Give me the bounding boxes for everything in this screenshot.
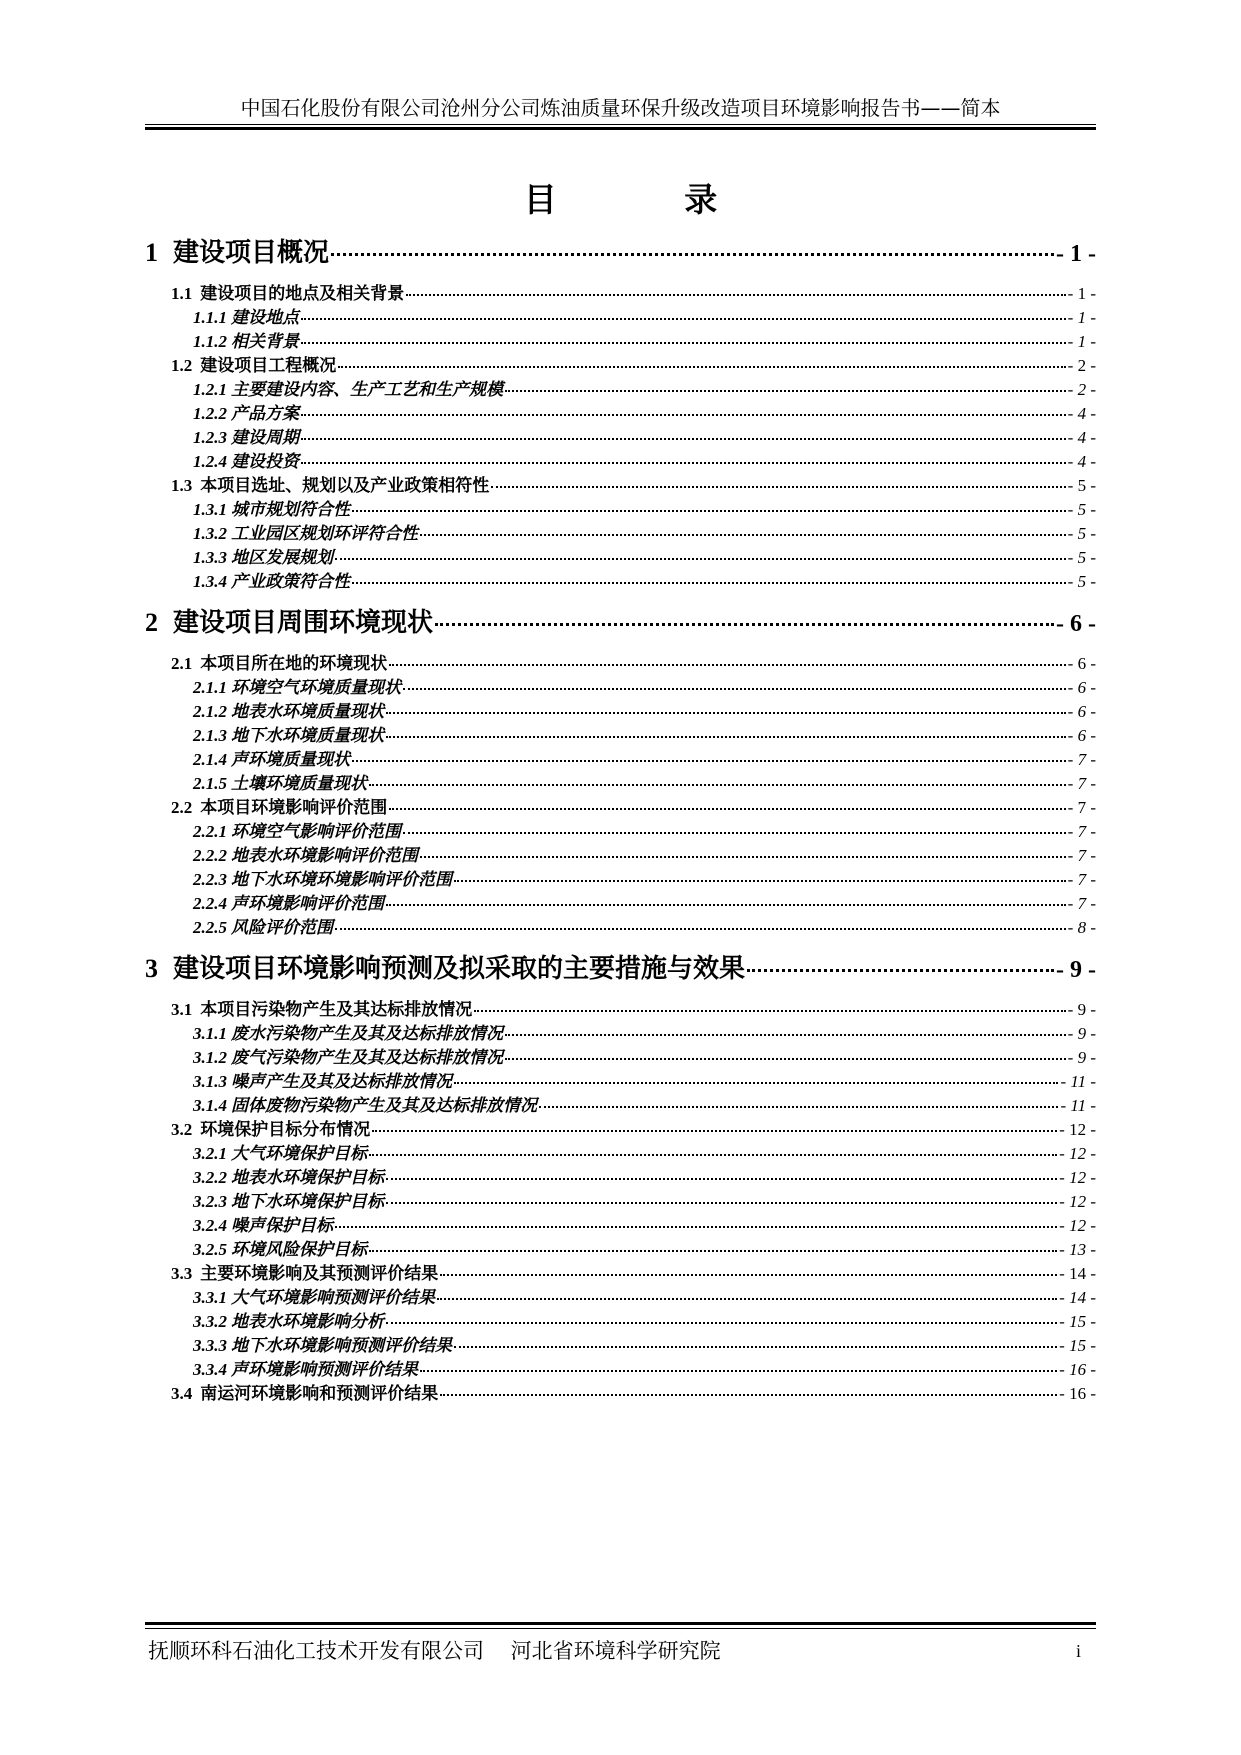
toc-entry-label: 建设项目的地点及相关背景 bbox=[200, 284, 405, 304]
toc-entry-label: 城市规划符合性 bbox=[231, 500, 350, 520]
footer-divider bbox=[145, 1628, 1096, 1629]
toc-dot-leader bbox=[386, 736, 1066, 738]
toc-dot-leader bbox=[386, 1202, 1057, 1204]
toc-entry-number: 2.1.1 bbox=[193, 678, 227, 697]
toc-dot-leader bbox=[301, 342, 1066, 344]
toc-entry-page: - 12 - bbox=[1059, 1120, 1096, 1139]
toc-dot-leader bbox=[352, 510, 1066, 512]
toc-entry-number: 1.3.2 bbox=[193, 524, 227, 543]
toc-entry-page: - 4 - bbox=[1067, 404, 1096, 423]
toc-entry-page: - 6 - bbox=[1067, 726, 1096, 745]
toc-entry-level-3[interactable] bbox=[145, 1043, 1096, 1068]
document-header: 中国石化股份有限公司沧州分公司炼油质量环保升级改造项目环境影响报告书——简本 bbox=[240, 96, 1001, 120]
toc-entry-label: 固体废物污染物产生及其及达标排放情况 bbox=[231, 1096, 537, 1116]
toc-entry-page: - 14 - bbox=[1059, 1288, 1096, 1307]
toc-entry-page: - 4 - bbox=[1067, 428, 1096, 447]
toc-entry-page: - 7 - bbox=[1067, 894, 1096, 913]
toc-entry-label: 噪声产生及其及达标排放情况 bbox=[231, 1072, 452, 1092]
toc-entry-level-2[interactable] bbox=[145, 995, 1096, 1020]
toc-dot-leader bbox=[406, 294, 1065, 296]
toc-entry-page: - 12 - bbox=[1059, 1192, 1096, 1211]
toc-entry-number: 2.2.3 bbox=[193, 870, 227, 889]
toc-dot-leader bbox=[386, 1178, 1057, 1180]
toc-entry-level-3[interactable] bbox=[145, 1211, 1096, 1236]
toc-entry-number: 1.2.3 bbox=[193, 428, 227, 447]
toc-entry-level-3[interactable] bbox=[145, 817, 1096, 842]
toc-dot-leader bbox=[369, 1154, 1057, 1156]
toc-entry-number: 3.2 bbox=[171, 1120, 193, 1139]
toc-entry-number: 3.3 bbox=[171, 1264, 193, 1283]
toc-entry-level-3[interactable] bbox=[145, 1331, 1096, 1356]
toc-entry-level-3[interactable] bbox=[145, 1235, 1096, 1260]
toc-entry-page: - 5 - bbox=[1067, 500, 1096, 519]
toc-entry-label: 本项目环境影响评价范围 bbox=[200, 798, 388, 818]
toc-dot-leader bbox=[440, 1274, 1057, 1276]
toc-entry-page: - 16 - bbox=[1059, 1384, 1096, 1403]
toc-dot-leader bbox=[386, 1322, 1057, 1324]
toc-entry-level-3[interactable] bbox=[145, 841, 1096, 866]
toc-entry-level-1[interactable] bbox=[145, 948, 1096, 985]
toc-entry-label: 本项目所在地的环境现状 bbox=[200, 654, 388, 674]
toc-dot-leader bbox=[369, 784, 1066, 786]
toc-entry-number: 3.2.4 bbox=[193, 1216, 227, 1235]
toc-dot-leader bbox=[372, 1130, 1057, 1132]
toc-entry-level-3[interactable] bbox=[145, 327, 1096, 352]
toc-entry-label: 声环境影响评价范围 bbox=[231, 894, 384, 914]
toc-entry-level-3[interactable] bbox=[145, 567, 1096, 592]
toc-entry-label: 地下水环境质量现状 bbox=[231, 726, 384, 746]
toc-entry-page: - 11 - bbox=[1060, 1096, 1096, 1115]
toc-entry-number: 3 bbox=[145, 954, 158, 983]
toc-entry-number: 1.1.2 bbox=[193, 332, 227, 351]
toc-dot-leader bbox=[505, 1034, 1066, 1036]
toc-dot-leader bbox=[437, 1298, 1057, 1300]
toc-entry-label: 建设项目周围环境现状 bbox=[173, 608, 434, 638]
toc-entry-number: 2 bbox=[145, 608, 158, 637]
toc-entry-number: 3.1.3 bbox=[193, 1072, 227, 1091]
toc-entry-page: - 15 - bbox=[1059, 1336, 1096, 1355]
toc-entry-number: 3.2.5 bbox=[193, 1240, 227, 1259]
toc-entry-level-3[interactable] bbox=[145, 1019, 1096, 1044]
toc-entry-level-3[interactable] bbox=[145, 1091, 1096, 1116]
toc-entry-number: 3.3.3 bbox=[193, 1336, 227, 1355]
toc-entry-level-3[interactable] bbox=[145, 543, 1096, 568]
toc-entry-level-3[interactable] bbox=[145, 1163, 1096, 1188]
toc-dot-leader bbox=[505, 1058, 1066, 1060]
toc-entry-label: 声环境质量现状 bbox=[231, 750, 350, 770]
toc-entry-level-2[interactable] bbox=[145, 351, 1096, 376]
toc-entry-level-3[interactable] bbox=[145, 721, 1096, 746]
toc-entry-number: 3.4 bbox=[171, 1384, 193, 1403]
toc-entry-number: 2.1.4 bbox=[193, 750, 227, 769]
toc-entry-label: 地表水环境影响分析 bbox=[231, 1312, 384, 1332]
toc-entry-label: 地下水环境环境影响评价范围 bbox=[231, 870, 452, 890]
toc-dot-leader bbox=[420, 534, 1066, 536]
toc-entry-level-3[interactable] bbox=[145, 769, 1096, 794]
toc-dot-leader bbox=[420, 856, 1066, 858]
toc-entry-page: - 14 - bbox=[1059, 1264, 1096, 1283]
toc-entry-page: - 12 - bbox=[1059, 1168, 1096, 1187]
toc-dot-leader bbox=[338, 366, 1065, 368]
toc-dot-leader bbox=[454, 1346, 1057, 1348]
toc-entry-page: - 5 - bbox=[1067, 476, 1096, 495]
toc-entry-page: - 7 - bbox=[1067, 822, 1096, 841]
toc-entry-level-1[interactable] bbox=[145, 232, 1096, 269]
header-divider bbox=[145, 124, 1096, 125]
toc-entry-label: 本项目污染物产生及其达标排放情况 bbox=[200, 1000, 473, 1020]
toc-entry-page: - 6 - bbox=[1067, 678, 1096, 697]
toc-entry-number: 3.2.3 bbox=[193, 1192, 227, 1211]
toc-dot-leader bbox=[420, 1370, 1057, 1372]
toc-entry-label: 环境风险保护目标 bbox=[231, 1240, 367, 1260]
toc-entry-level-2[interactable] bbox=[145, 471, 1096, 496]
toc-entry-label: 环境保护目标分布情况 bbox=[200, 1120, 371, 1140]
toc-entry-level-3[interactable] bbox=[145, 865, 1096, 890]
toc-entry-level-2[interactable] bbox=[145, 1379, 1096, 1404]
toc-entry-number: 2.2.5 bbox=[193, 918, 227, 937]
toc-entry-label: 废气污染物产生及其及达标排放情况 bbox=[231, 1048, 503, 1068]
toc-entry-level-3[interactable] bbox=[145, 423, 1096, 448]
toc-dot-leader bbox=[491, 486, 1065, 488]
page-number: i bbox=[1076, 1641, 1082, 1661]
toc-entry-level-3[interactable] bbox=[145, 745, 1096, 770]
toc-entry-label: 建设项目环境影响预测及拟采取的主要措施与效果 bbox=[173, 954, 746, 984]
toc-entry-level-2[interactable] bbox=[145, 279, 1096, 304]
toc-entry-page: - 16 - bbox=[1059, 1360, 1096, 1379]
toc-entry-number: 1.3 bbox=[171, 476, 193, 495]
toc-entry-number: 3.3.2 bbox=[193, 1312, 227, 1331]
toc-entry-number: 2.2.2 bbox=[193, 846, 227, 865]
toc-dot-leader bbox=[454, 880, 1066, 882]
toc-entry-number: 1.3.1 bbox=[193, 500, 227, 519]
toc-entry-number: 2.1.5 bbox=[193, 774, 227, 793]
toc-entry-level-1[interactable] bbox=[145, 602, 1096, 639]
toc-dot-leader bbox=[369, 1250, 1057, 1252]
toc-entry-label: 风险评价范围 bbox=[231, 918, 333, 938]
toc-entry-label: 地表水环境影响评价范围 bbox=[231, 846, 418, 866]
toc-entry-number: 3.2.2 bbox=[193, 1168, 227, 1187]
toc-entry-label: 建设投资 bbox=[231, 452, 299, 472]
toc-entry-page: - 7 - bbox=[1067, 750, 1096, 769]
toc-entry-label: 主要建设内容、生产工艺和生产规模 bbox=[231, 380, 503, 400]
toc-dot-leader bbox=[352, 760, 1066, 762]
header-divider-thick bbox=[145, 127, 1096, 130]
toc-entry-label: 南运河环境影响和预测评价结果 bbox=[200, 1384, 439, 1404]
toc-entry-page: - 9 - bbox=[1056, 957, 1096, 983]
toc-entry-page: - 7 - bbox=[1067, 798, 1096, 817]
toc-entry-label: 建设地点 bbox=[231, 308, 299, 328]
toc-entry-label: 噪声保护目标 bbox=[231, 1216, 333, 1236]
toc-dot-leader bbox=[352, 582, 1066, 584]
toc-entry-number: 2.1.3 bbox=[193, 726, 227, 745]
footer-divider-thick bbox=[145, 1622, 1096, 1625]
toc-entry-label: 相关背景 bbox=[231, 332, 299, 352]
toc-dot-leader bbox=[747, 969, 1054, 972]
toc-dot-leader bbox=[474, 1010, 1065, 1012]
toc-entry-page: - 9 - bbox=[1067, 1024, 1096, 1043]
page-title: 目 录 bbox=[523, 180, 776, 219]
toc-entry-number: 1.2.2 bbox=[193, 404, 227, 423]
toc-entry-label: 大气环境保护目标 bbox=[231, 1144, 367, 1164]
toc-entry-number: 2.2.4 bbox=[193, 894, 227, 913]
toc-entry-page: - 5 - bbox=[1067, 524, 1096, 543]
toc-entry-page: - 5 - bbox=[1067, 572, 1096, 591]
toc-entry-label: 建设项目工程概况 bbox=[200, 356, 337, 376]
toc-entry-number: 3.2.1 bbox=[193, 1144, 227, 1163]
toc-entry-level-3[interactable] bbox=[145, 1307, 1096, 1332]
toc-entry-label: 地下水环境保护目标 bbox=[231, 1192, 384, 1212]
toc-entry-page: - 2 - bbox=[1067, 356, 1096, 375]
toc-entry-page: - 9 - bbox=[1067, 1000, 1096, 1019]
toc-entry-page: - 1 - bbox=[1067, 308, 1096, 327]
toc-entry-number: 2.1.2 bbox=[193, 702, 227, 721]
toc-entry-label: 主要环境影响及其预测评价结果 bbox=[200, 1264, 439, 1284]
toc-entry-number: 2.2 bbox=[171, 798, 193, 817]
toc-dot-leader bbox=[440, 1394, 1057, 1396]
toc-entry-level-3[interactable] bbox=[145, 1355, 1096, 1380]
toc-entry-number: 1.1.1 bbox=[193, 308, 227, 327]
toc-entry-page: - 15 - bbox=[1059, 1312, 1096, 1331]
toc-entry-number: 2.2.1 bbox=[193, 822, 227, 841]
toc-dot-leader bbox=[301, 462, 1066, 464]
toc-entry-label: 本项目选址、规划以及产业政策相符性 bbox=[200, 476, 490, 496]
toc-entry-number: 1 bbox=[145, 238, 158, 267]
toc-entry-number: 2.1 bbox=[171, 654, 193, 673]
toc-entry-level-2[interactable] bbox=[145, 793, 1096, 818]
toc-entry-number: 1.3.3 bbox=[193, 548, 227, 567]
toc-dot-leader bbox=[403, 832, 1066, 834]
toc-entry-label: 建设项目概况 bbox=[173, 238, 330, 268]
toc-entry-page: - 2 - bbox=[1067, 380, 1096, 399]
toc-dot-leader bbox=[335, 928, 1066, 930]
toc-entry-number: 3.1.4 bbox=[193, 1096, 227, 1115]
toc-entry-level-3[interactable] bbox=[145, 697, 1096, 722]
toc-dot-leader bbox=[389, 664, 1065, 666]
toc-entry-page: - 7 - bbox=[1067, 774, 1096, 793]
toc-entry-number: 1.2.1 bbox=[193, 380, 227, 399]
toc-entry-page: - 7 - bbox=[1067, 846, 1096, 865]
toc-entry-page: - 6 - bbox=[1067, 654, 1096, 673]
toc-entry-level-3[interactable] bbox=[145, 447, 1096, 472]
toc-entry-level-3[interactable] bbox=[145, 1139, 1096, 1164]
toc-entry-label: 地表水环境质量现状 bbox=[231, 702, 384, 722]
footer-organizations: 抚顺环科石油化工技术开发有限公司 河北省环境科学研究院 bbox=[148, 1639, 721, 1663]
toc-entry-page: - 11 - bbox=[1060, 1072, 1096, 1091]
toc-entry-label: 土壤环境质量现状 bbox=[231, 774, 367, 794]
toc-dot-leader bbox=[386, 712, 1066, 714]
toc-entry-level-2[interactable] bbox=[145, 649, 1096, 674]
toc-entry-page: - 6 - bbox=[1056, 611, 1096, 637]
toc-entry-number: 1.2.4 bbox=[193, 452, 227, 471]
toc-entry-number: 3.1.2 bbox=[193, 1048, 227, 1067]
toc-entry-label: 废水污染物产生及其及达标排放情况 bbox=[231, 1024, 503, 1044]
toc-entry-page: - 13 - bbox=[1059, 1240, 1096, 1259]
toc-entry-level-3[interactable] bbox=[145, 303, 1096, 328]
toc-entry-label: 大气环境影响预测评价结果 bbox=[231, 1288, 435, 1308]
toc-entry-number: 3.1.1 bbox=[193, 1024, 227, 1043]
toc-entry-page: - 12 - bbox=[1059, 1144, 1096, 1163]
toc-entry-page: - 4 - bbox=[1067, 452, 1096, 471]
toc-entry-label: 产业政策符合性 bbox=[231, 572, 350, 592]
toc-dot-leader bbox=[505, 390, 1066, 392]
toc-dot-leader bbox=[403, 688, 1066, 690]
toc-dot-leader bbox=[454, 1082, 1058, 1084]
toc-entry-label: 地下水环境影响预测评价结果 bbox=[231, 1336, 452, 1356]
toc-entry-label: 声环境影响预测评价结果 bbox=[231, 1360, 418, 1380]
toc-entry-number: 3.3.1 bbox=[193, 1288, 227, 1307]
toc-entry-page: - 1 - bbox=[1067, 284, 1096, 303]
toc-entry-page: - 6 - bbox=[1067, 702, 1096, 721]
toc-dot-leader bbox=[386, 904, 1066, 906]
toc-dot-leader bbox=[435, 623, 1054, 626]
toc-dot-leader bbox=[335, 558, 1066, 560]
toc-entry-number: 1.2 bbox=[171, 356, 193, 375]
toc-dot-leader bbox=[335, 1226, 1057, 1228]
toc-entry-label: 地表水环境保护目标 bbox=[231, 1168, 384, 1188]
toc-entry-page: - 1 - bbox=[1056, 241, 1096, 267]
toc-dot-leader bbox=[301, 318, 1066, 320]
toc-entry-page: - 8 - bbox=[1067, 918, 1096, 937]
toc-entry-level-3[interactable] bbox=[145, 1067, 1096, 1092]
toc-entry-label: 环境空气影响评价范围 bbox=[231, 822, 401, 842]
toc-entry-level-3[interactable] bbox=[145, 1283, 1096, 1308]
toc-entry-level-3[interactable] bbox=[145, 519, 1096, 544]
toc-entry-level-3[interactable] bbox=[145, 913, 1096, 938]
toc-entry-label: 环境空气环境质量现状 bbox=[231, 678, 401, 698]
toc-entry-page: - 12 - bbox=[1059, 1216, 1096, 1235]
toc-entry-level-3[interactable] bbox=[145, 889, 1096, 914]
toc-entry-level-3[interactable] bbox=[145, 375, 1096, 400]
toc-entry-page: - 7 - bbox=[1067, 870, 1096, 889]
toc-entry-label: 产品方案 bbox=[231, 404, 299, 424]
toc-entry-page: - 9 - bbox=[1067, 1048, 1096, 1067]
toc-entry-label: 建设周期 bbox=[231, 428, 299, 448]
toc-dot-leader bbox=[331, 253, 1054, 256]
toc-entry-level-3[interactable] bbox=[145, 1187, 1096, 1212]
toc-entry-label: 工业园区规划环评符合性 bbox=[231, 524, 418, 544]
toc-entry-number: 1.3.4 bbox=[193, 572, 227, 591]
toc-dot-leader bbox=[389, 808, 1065, 810]
toc-entry-label: 地区发展规划 bbox=[231, 548, 333, 568]
toc-entry-level-2[interactable] bbox=[145, 1115, 1096, 1140]
toc-entry-page: - 1 - bbox=[1067, 332, 1096, 351]
toc-entry-number: 1.1 bbox=[171, 284, 193, 303]
toc-entry-number: 3.3.4 bbox=[193, 1360, 227, 1379]
toc-dot-leader bbox=[539, 1106, 1058, 1108]
toc-dot-leader bbox=[301, 414, 1066, 416]
toc-entry-level-3[interactable] bbox=[145, 673, 1096, 698]
toc-entry-page: - 5 - bbox=[1067, 548, 1096, 567]
toc-entry-level-3[interactable] bbox=[145, 399, 1096, 424]
toc-entry-number: 3.1 bbox=[171, 1000, 193, 1019]
toc-dot-leader bbox=[301, 438, 1066, 440]
toc-entry-level-3[interactable] bbox=[145, 495, 1096, 520]
toc-entry-level-2[interactable] bbox=[145, 1259, 1096, 1284]
